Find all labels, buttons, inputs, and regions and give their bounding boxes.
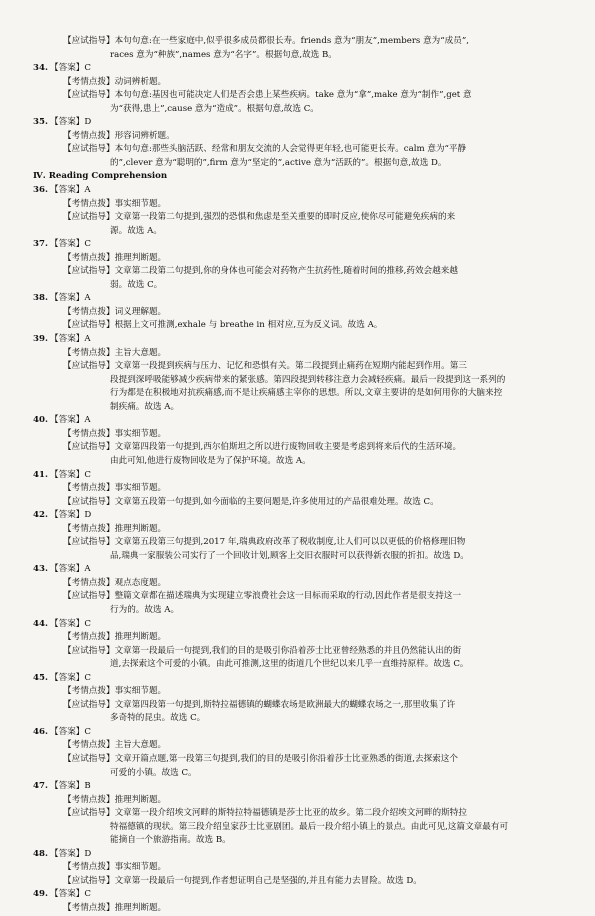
line-text: 【考情点拨】事实细节题。: [63, 862, 167, 873]
line-text: 【应试指导】文章第一段提到疾病与压力、记忆和恐惧有关。第二段提到止痛药在短期内能起到作用。第三: [63, 361, 467, 372]
line-text: 【考情点拨】动词辨析题。: [63, 76, 167, 87]
line-text: 为“获得,患上”,cause 意为“造成”。根据句意,故选 C。: [110, 103, 319, 114]
line-text: 行为都是在积极地对抗疾痛感,而不是让疾痛感主宰你的思想。所以,文章主要讲的是如何用你的大脑来控: [110, 388, 503, 399]
explanation-line: [50, 550, 581, 564]
line-text: 【答案】C: [50, 672, 91, 683]
question-number: 36.: [33, 185, 48, 196]
question-number: 42.: [33, 510, 48, 521]
line-text: 【答案】B: [50, 781, 91, 792]
line-text: 【应试指导】文章第五段第一句提到,如今面临的主要问题是,许多使用过的产品很难处理。故选 C。: [63, 496, 439, 507]
question-answer-line: [33, 292, 581, 306]
question-answer-line: [33, 888, 581, 902]
explanation-line: [50, 590, 581, 604]
line-text: 【答案】A: [50, 185, 91, 196]
question-answer-line: [33, 672, 581, 686]
line-text: 特福德镇的现状。第三段介绍皇家莎士比亚剧团。最后一段介绍小镇上的景点。由此可见,这篇文章最有可: [110, 821, 509, 832]
explanation-line: [50, 49, 581, 63]
explanation-line: [50, 387, 581, 401]
line-text: 【考情点拨】主旨大意题。: [63, 347, 167, 358]
explanation-line: [50, 265, 581, 279]
question-answer-line: [33, 618, 581, 632]
question-number: 38.: [33, 293, 48, 304]
explanation-line: [50, 536, 581, 550]
line-text: 【答案】C: [50, 63, 91, 74]
explanation-line: [50, 834, 581, 848]
line-text: 【应试指导】文章第一段最后一句提到,我们的目的是吸引你沿着莎士比亚曾经熟悉的并且仍然能认出的街: [63, 645, 462, 656]
line-text: 【考情点拨】形容词辨析题。: [63, 130, 175, 141]
line-text: 【答案】A: [50, 564, 91, 575]
question-answer-line: [33, 726, 581, 740]
section-heading: [33, 170, 581, 184]
question-answer-line: [33, 469, 581, 483]
line-text: 【应试指导】本句句意:那些头脑活跃、经常和朋友交流的人会觉得更年轻,也可能更长寿。calm 意为“平静: [63, 144, 467, 155]
question-answer-line: [33, 333, 581, 347]
line-text: 【答案】D: [50, 848, 92, 859]
line-text: 源。故选 A。: [110, 225, 162, 236]
question-answer-line: [33, 780, 581, 794]
line-text: 【考情点拨】事实细节题。: [63, 198, 167, 209]
line-text: 【应试指导】文章开篇点题,第一段第三句提到,我们的目的是吸引你沿着莎士比亚熟悉的街道,去探索这个: [63, 753, 458, 764]
line-text: 【答案】C: [50, 726, 91, 737]
explanation-line: [50, 577, 581, 591]
line-text: Ⅳ. Reading Comprehension: [33, 171, 168, 182]
explanation-line: [50, 374, 581, 388]
explanation-line: [50, 428, 581, 442]
question-number: 43.: [33, 564, 48, 575]
explanation-line: [50, 604, 581, 618]
explanation-line: [50, 685, 581, 699]
line-text: 【答案】C: [50, 239, 91, 250]
line-text: 【考情点拨】事实细节题。: [63, 428, 167, 439]
line-text: 【应试指导】文章第一段第二句提到,强烈的恐惧和焦虑是至关重要的即时反应,使你尽可能避免疾病的来: [63, 212, 456, 223]
explanation-line: [50, 902, 581, 916]
explanation-line: [50, 306, 581, 320]
explanation-line: [50, 401, 581, 415]
line-text: 【应试指导】本句句意:基因也可能决定人们是否会患上某些疾病。take 意为“拿”,make 意为“制作”,get 意: [63, 90, 472, 101]
question-number: 44.: [33, 618, 48, 629]
explanation-line: [50, 130, 581, 144]
line-text: 能摘自一个旅游指南。故选 B。: [110, 835, 231, 846]
question-number: 47.: [33, 781, 48, 792]
question-number: 41.: [33, 469, 48, 480]
line-text: 段提到深呼吸能够减少疾病带来的紧张感。第四段提到转移注意力会减轻疾痛。最后一段提到这一系列的: [110, 374, 506, 385]
question-number: 35.: [33, 117, 48, 128]
line-text: 【应试指导】文章第五段第三句提到,2017 年,瑞典政府改革了税收制度,让人们可以以更低的价格修理旧物: [63, 537, 466, 548]
explanation-line: [50, 767, 581, 781]
explanation-line: [50, 89, 581, 103]
line-text: 【应试指导】本句句意:在一些家庭中,似乎很多成员都很长寿。friends 意为“朋友”,members 意为“成员”,: [63, 36, 469, 46]
explanation-line: [50, 198, 581, 212]
explanation-line: [50, 699, 581, 713]
line-text: 【应试指导】文章第四段第一句提到,斯特拉福德镇的蝴蝶农场是欧洲最大的蝴蝶农场之一,那里收集了许: [63, 699, 456, 710]
question-number: 45.: [33, 672, 48, 683]
explanation-line: [50, 875, 581, 889]
line-text: 【应试指导】根据上文可推测,exhale 与 breathe in 相对应,互为反义词。故选 A。: [63, 320, 383, 331]
line-text: 【考情点拨】主旨大意题。: [63, 740, 167, 751]
line-text: 弱。故选 C。: [110, 279, 163, 290]
question-number: 49.: [33, 889, 48, 900]
question-number: 37.: [33, 239, 48, 250]
line-text: 【考情点拨】观点态度题。: [63, 577, 167, 588]
explanation-line: [50, 225, 581, 239]
line-text: 【考情点拨】推理判断题。: [63, 794, 167, 805]
explanation-line: [50, 103, 581, 117]
line-text: 【考情点拨】推理判断题。: [63, 252, 167, 263]
line-text: 【答案】D: [50, 510, 92, 521]
line-text: 【考情点拨】推理判断题。: [63, 903, 167, 913]
line-text: 【答案】C: [50, 469, 91, 480]
line-text: 品,瑞典一家服装公司实行了一个回收计划,顾客上交旧衣服时可以获得新衣服的折扣。故选 D。: [110, 550, 469, 561]
line-text: 【答案】C: [50, 618, 91, 629]
explanation-line: [50, 455, 581, 469]
line-text: 【应试指导】文章第一段最后一句提到,作者想证明自己是坚强的,并且有能力去冒险。故选 D。: [63, 875, 422, 886]
explanation-line: [50, 712, 581, 726]
line-text: 制疾痛。故选 A。: [110, 401, 180, 412]
line-text: 【考情点拨】事实细节题。: [63, 686, 167, 697]
question-answer-line: [33, 414, 581, 428]
question-number: 39.: [33, 334, 48, 345]
question-number: 48.: [33, 848, 48, 859]
line-text: 【考情点拨】推理判断题。: [63, 523, 167, 534]
line-text: 【应试指导】整篇文章都在描述瑞典为实现建立零浪费社会这一目标而采取的行动,因此作者是很支持这一: [63, 591, 462, 602]
explanation-line: [50, 360, 581, 374]
explanation-line: [50, 482, 581, 496]
question-answer-line: [33, 848, 581, 862]
line-text: 的”,clever 意为“聪明的”,firm 意为“坚定的”,active 意为“活跃的”。根据句意,故选 D。: [110, 157, 447, 168]
line-text: 可爱的小镇。故选 C。: [110, 767, 197, 778]
explanation-line: [50, 821, 581, 835]
explanation-line: [50, 631, 581, 645]
line-text: 道,去探索这个可爱的小镇。由此可推测,这里的街道几个世纪以来几乎一直维持原样。故选 C。: [110, 659, 469, 670]
explanation-line: [50, 319, 581, 333]
explanation-line: [50, 496, 581, 510]
line-text: 【答案】D: [50, 117, 92, 128]
line-text: 【应试指导】文章第一段介绍埃文河畔的斯特拉特福德镇是莎士比亚的故乡。第二段介绍埃文河畔的斯特拉: [63, 808, 467, 819]
explanation-line: [50, 523, 581, 537]
explanation-line: [50, 279, 581, 293]
line-text: 【考情点拨】事实细节题。: [63, 483, 167, 494]
explanation-line: [50, 441, 581, 455]
line-text: 【答案】A: [50, 334, 91, 345]
explanation-line: [50, 157, 581, 171]
explanation-line: [50, 76, 581, 90]
question-answer-line: [33, 62, 581, 76]
line-text: 【应试指导】文章第四段第一句提到,西尔伯斯坦之所以进行废物回收主要是考虑到将来后代的生活环境。: [63, 442, 462, 453]
explanation-line: [50, 211, 581, 225]
explanation-line: [50, 347, 581, 361]
line-text: 【考情点拨】推理判断题。: [63, 632, 167, 643]
explanation-line: [50, 807, 581, 821]
question-number: 34.: [33, 63, 48, 74]
question-number: 40.: [33, 415, 48, 426]
line-text: races 意为“种族”,names 意为“名字”。根据句意,故选 B。: [110, 49, 337, 60]
question-answer-line: [33, 238, 581, 252]
line-text: 由此可知,他进行废物回收是为了保护环境。故选 A。: [110, 455, 311, 466]
line-text: 【答案】C: [50, 889, 91, 900]
line-text: 【答案】A: [50, 415, 91, 426]
explanation-line: [50, 35, 581, 49]
explanation-line: [50, 645, 581, 659]
line-text: 【应试指导】文章第二段第二句提到,你的身体也可能会对药物产生抗药性,随着时间的推移,药效会越来越: [63, 266, 458, 277]
question-answer-line: [33, 184, 581, 198]
explanation-line: [50, 753, 581, 767]
explanation-line: [50, 143, 581, 157]
explanation-line: [50, 794, 581, 808]
line-text: 多奇特的昆虫。故选 C。: [110, 713, 206, 724]
explanation-line: [50, 252, 581, 266]
explanation-line: [50, 658, 581, 672]
line-text: 【考情点拨】词义理解题。: [63, 306, 167, 317]
question-answer-line: [33, 563, 581, 577]
question-answer-line: [33, 509, 581, 523]
line-text: 行为的。故选 A。: [110, 604, 180, 615]
explanation-line: [50, 739, 581, 753]
explanation-line: [50, 861, 581, 875]
question-number: 46.: [33, 726, 48, 737]
line-text: 【答案】A: [50, 293, 91, 304]
question-answer-line: [33, 116, 581, 130]
